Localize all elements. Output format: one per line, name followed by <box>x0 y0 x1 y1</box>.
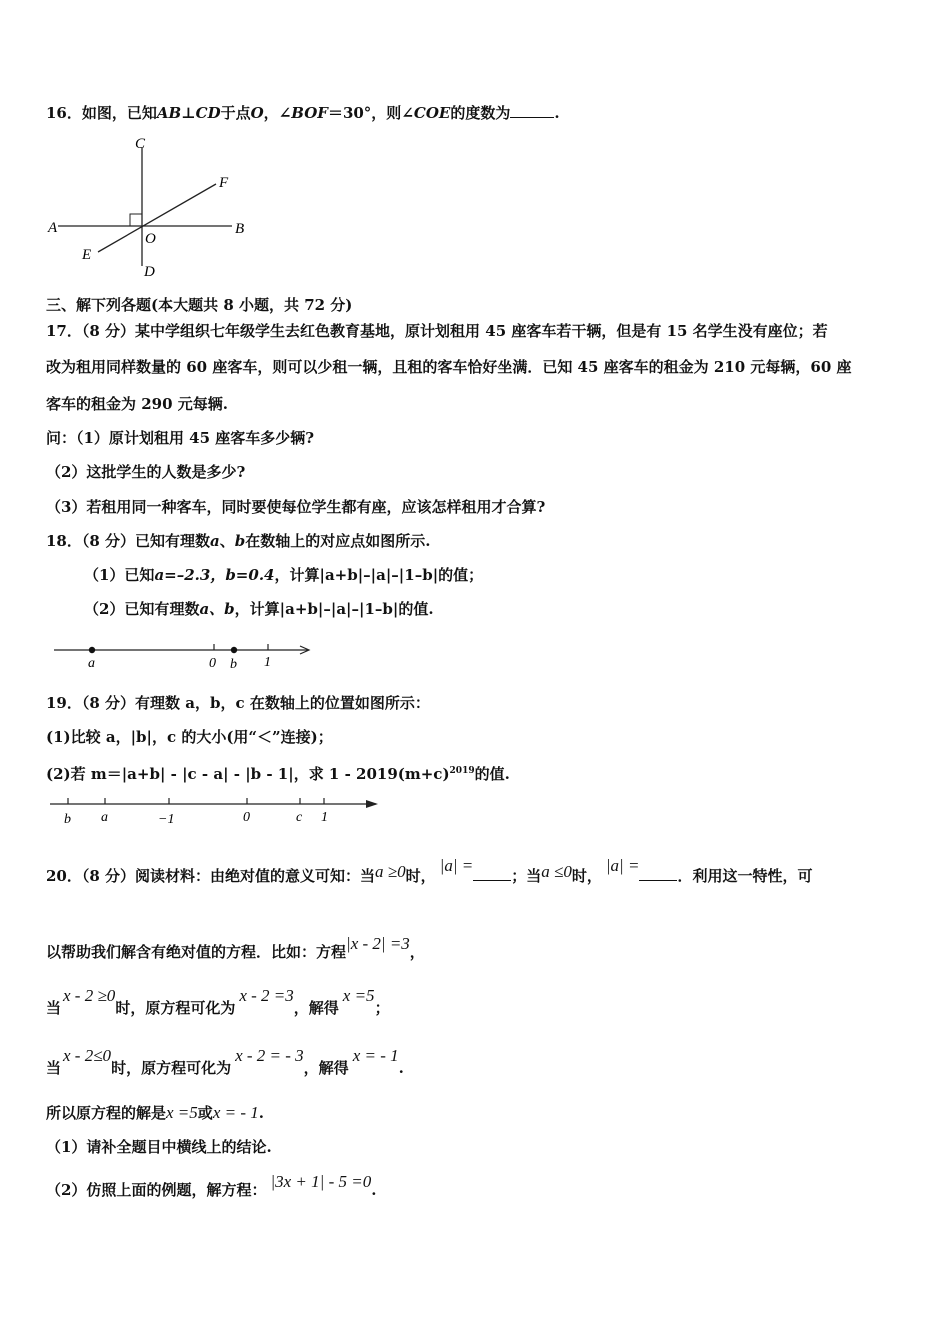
q16-o: O <box>250 104 264 122</box>
q20-l4-end: . <box>398 1059 404 1077</box>
q18-sep: 、 <box>219 532 235 550</box>
tick-label-minus1: −1 <box>158 812 175 827</box>
line-ef <box>98 184 216 252</box>
tick-label-c: c <box>296 810 303 825</box>
tick-label-1: 1 <box>321 810 328 825</box>
q20-l3-text: 当 <box>46 999 62 1017</box>
q20-part1: （1）请补全题目中横线上的结论. <box>46 1138 272 1156</box>
q20-answer1: x =5 <box>166 1103 198 1122</box>
label-o: O <box>145 231 156 247</box>
q19-line3 <box>46 761 510 784</box>
q18-p1-text2: ，计算|a+b|–|a|–|1–b|的值； <box>274 566 484 584</box>
q18-p2-text: （2）已知有理数 <box>84 600 200 618</box>
label-d: D <box>144 264 155 280</box>
q20-l5-or: 或 <box>197 1104 213 1122</box>
q20-l3-text2: 时，原方程可化为 <box>115 999 236 1017</box>
q16-cd: CD <box>195 104 221 122</box>
q20-l3-text3: ，解得 <box>293 999 339 1017</box>
q20-text5: ．利用这一特性，可 <box>677 867 813 885</box>
tick-label-0: 0 <box>243 810 250 825</box>
q20-line2 <box>46 934 425 966</box>
q20-answer2: x = - 1 <box>212 1103 259 1122</box>
q19-line1: 19．（8 分）有理数 a，b，c 在数轴上的位置如图所示： <box>46 694 430 712</box>
q18-line1 <box>46 531 431 551</box>
q20-l4-text: 当 <box>46 1059 62 1077</box>
q18-number-line <box>50 636 320 672</box>
q19-expr: (2)若 m＝|a+b| - |c - a| - |b - 1|，求 1 - 2019(m+c) <box>46 765 450 783</box>
point-a <box>89 647 95 653</box>
q16-text4: ＝30°，则 <box>327 104 402 122</box>
q16-perp: ⊥ <box>181 104 196 122</box>
answer-blank-2[interactable] <box>639 865 677 881</box>
q20-line4 <box>46 1046 404 1082</box>
label-b: B <box>235 221 245 237</box>
q17-part1: 问：（1）原计划租用 45 座客车多少辆? <box>46 429 315 447</box>
q20-l4-text2: 时，原方程可化为 <box>111 1059 232 1077</box>
q17-line3: 客车的租金为 290 元每辆. <box>46 395 228 413</box>
q20-sol2: x = - 1 <box>352 1046 399 1065</box>
arrow-head <box>366 800 378 808</box>
tick-label-a: a <box>88 656 95 671</box>
q16-coe: ∠COE <box>401 104 451 122</box>
q20-sol1: x =5 <box>342 986 375 1005</box>
q18-a: a <box>210 532 220 550</box>
q20-p2-text: （2）仿照上面的例题，解方程： <box>46 1181 267 1199</box>
q16-ab: AB <box>156 104 182 122</box>
q17-line2: 改为租用同样数量的 60 座客车，则可以少租一辆，且租的客车恰好坐满．已知 45 座客车的租金为 210 元每辆，60 座 <box>46 358 852 376</box>
tick-label-0: 0 <box>209 656 216 671</box>
q17-part3: （3）若租用同一种客车，同时要使每位学生都有座，应该怎样租用才合算? <box>46 498 546 516</box>
q16-text2: 于点 <box>220 104 251 122</box>
q20-text4: 时， <box>571 867 602 885</box>
q18-p1-values: a=–2.3，b=0.4 <box>154 566 275 584</box>
q18-part1 <box>84 565 483 585</box>
q20-abs-a: |a| = <box>439 856 474 875</box>
q20-text2: 时， <box>405 867 436 885</box>
q20-text: 20．（8 分）阅读材料：由绝对值的意义可知：当 <box>46 867 376 885</box>
tick-label-b: b <box>64 812 71 827</box>
answer-blank[interactable] <box>510 102 554 118</box>
q20-l4-text3: ，解得 <box>303 1059 349 1077</box>
q20-l2-end: ， <box>409 943 425 961</box>
q19-end: 的值. <box>474 765 510 783</box>
q19-number-line <box>46 794 386 830</box>
q20-l3-end: ； <box>374 999 390 1017</box>
q18-p2-text2: ，计算|a+b|–|a|–|1–b|的值. <box>234 600 434 618</box>
q16-end: . <box>554 104 560 122</box>
q20-p2-equation: |3x + 1| - 5 =0 <box>270 1172 372 1191</box>
q18-p2-vars: a、b <box>199 600 235 618</box>
q19-line2: (1)比较 a，|b|，c 的大小(用“＜”连接)； <box>46 728 333 746</box>
tick-label-b: b <box>230 657 237 672</box>
q20-cond3: x - 2 ≥0 <box>63 986 116 1005</box>
q16-text5: 的度数为 <box>450 104 511 122</box>
label-e: E <box>82 247 92 263</box>
q20-text3: ；当 <box>511 867 542 885</box>
q18-part2 <box>84 599 434 619</box>
q20-abs-a-2: |a| = <box>605 856 640 875</box>
q17-part2: （2）这批学生的人数是多少? <box>46 463 246 481</box>
q17-line1: 17．（8 分）某中学组织七年级学生去红色教育基地，原计划租用 45 座客车若干辆，但是有 15 名学生没有座位；若 <box>46 322 828 340</box>
q19-exponent: 2019 <box>449 766 475 776</box>
right-angle-mark <box>130 214 142 226</box>
q20-line1 <box>46 856 813 890</box>
q20-l5-end: . <box>258 1104 264 1122</box>
q16-text: 如图，已知 <box>81 104 157 122</box>
q20-l5-text: 所以原方程的解是 <box>46 1104 167 1122</box>
q18-p1-text: （1）已知 <box>84 566 155 584</box>
section-heading: 三、解下列各题(本大题共 8 小题，共 72 分) <box>46 296 353 314</box>
q20-cond2: a ≤0 <box>541 862 572 881</box>
q20-cond4: x - 2≤0 <box>63 1046 112 1065</box>
q20-eq2: x - 2 = - 3 <box>235 1046 304 1065</box>
q18-text2: 在数轴上的对应点如图所示. <box>245 532 431 550</box>
answer-blank-1[interactable] <box>473 865 511 881</box>
q16-line <box>46 102 560 123</box>
q16-figure <box>40 134 270 282</box>
q20-cond1: a ≥0 <box>375 862 406 881</box>
q16-bof: ∠BOF <box>278 104 328 122</box>
point-b <box>231 647 237 653</box>
q20-line3 <box>46 986 390 1022</box>
q20-l2-text: 以帮助我们解含有绝对值的方程．比如：方程 <box>46 943 347 961</box>
q20-line5 <box>46 1101 264 1125</box>
tick-label-a: a <box>101 810 108 825</box>
q18-text: 18．（8 分）已知有理数 <box>46 532 211 550</box>
label-a: A <box>48 220 58 236</box>
tick-label-1: 1 <box>264 655 271 670</box>
q20-part2 <box>46 1172 377 1204</box>
q16-text3: ， <box>263 104 279 122</box>
label-c: C <box>135 136 146 152</box>
question-number: 16． <box>46 104 82 122</box>
label-f: F <box>219 175 229 191</box>
q20-equation: |x - 2| =3 <box>346 934 410 953</box>
q18-b: b <box>234 532 246 550</box>
q20-p2-end: . <box>371 1181 377 1199</box>
q20-eq1: x - 2 =3 <box>239 986 294 1005</box>
